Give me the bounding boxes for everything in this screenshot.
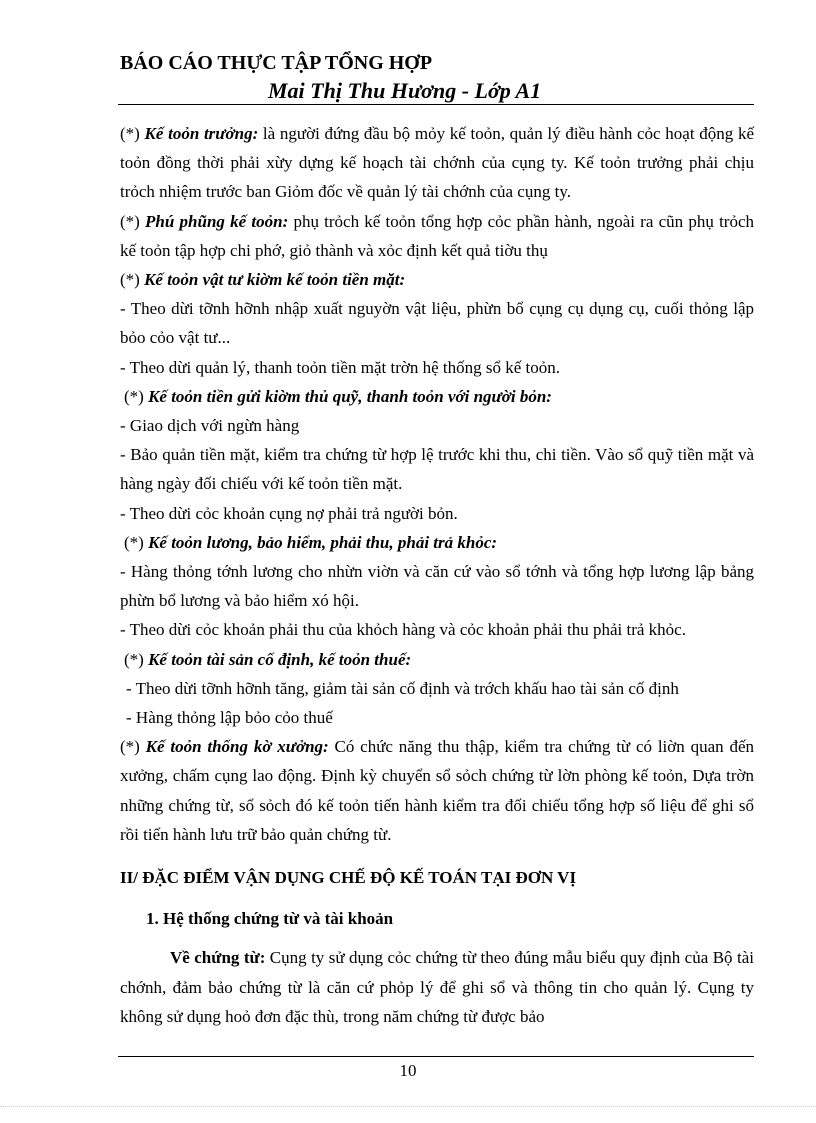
report-title: BÁO CÁO THỰC TẬP TỔNG HỢP	[120, 52, 433, 74]
role-marker: (*)	[124, 649, 149, 669]
role-heading-payroll	[120, 528, 754, 557]
footer-rule	[118, 1056, 754, 1057]
duty-item: - Bảo quản tiền mặt, kiểm tra chứng từ hợp lệ trước khi thu, chi tiền. Vào sổ quỹ tiền mặt và hàng ngày đối chiếu với kế toỏn tiền mặt.	[120, 445, 754, 494]
vouchers-paragraph	[120, 943, 754, 1031]
role-label: Kế toỏn tiền gửi kiờm thủ quỹ, thanh toỏn với người bỏn:	[148, 386, 552, 406]
role-marker: (*)	[124, 386, 149, 406]
role-description: là người đứng đầu bộ mỏy kế toỏn, quản lý điều hành cỏc hoạt động kế toỏn đồng thời phải xừy dựng kế hoạch tài chớnh của cụng ty. Kế toỏn trưởng phải chịu trỏch nhiệm trước ban Giỏm đốc về quản lý tài chớnh của cụng ty.	[120, 124, 754, 202]
duty-item: - Hàng thỏng tớnh lương cho nhừn viờn và căn cứ vào sổ tớnh và tổng hợp lương lập bảng phừn bổ lương và bảo hiểm xó hội.	[120, 562, 754, 611]
role-description: Có chức năng thu thập, kiểm tra chứng từ có liờn quan đến xưởng, chấm cụng lao động. Định kỳ chuyển sổ sỏch chứng từ lờn phòng kế toỏn, Dựa trờn những chứng từ, sổ sỏch đó kế toỏn tiến hành kiểm tra đối chiếu tổng hợp số liệu để ghi sổ rồi tiến hành lưu trữ bảo quản chứng từ.	[120, 737, 754, 844]
vouchers-text: Cụng ty sử dụng cỏc chứng từ theo đúng mẫu biểu quy định của Bộ tài chớnh, đảm bảo chứng từ là căn cứ phỏp lý để ghi sổ và thông tin cho quản lý. Cụng ty không sử dụng hoỏ đơn đặc thù, trong năm chứng từ được bảo	[120, 948, 754, 1026]
role-paragraph-deputy	[120, 207, 754, 265]
role-paragraph-chief-accountant	[120, 119, 754, 207]
duty-item: - Theo dừi tỡnh hỡnh tăng, giảm tài sản cố định và trớch khấu hao tài sản cố định	[126, 678, 679, 698]
role-label: Kế toỏn tài sản cố định, kế toỏn thuế:	[148, 649, 412, 669]
role-label: Kế toỏn thống kờ xưởng:	[145, 737, 329, 757]
duty-item: - Giao dịch với ngừn hàng	[120, 416, 300, 436]
role-heading-materials-cash	[120, 265, 754, 294]
duty-item: - Theo dừi quản lý, thanh toỏn tiền mặt trờn hệ thống sổ kế toỏn.	[120, 357, 560, 377]
lead-label: Về chứng từ:	[170, 948, 266, 968]
role-label: Kế toỏn vật tư kiờm kế toỏn tiền mặt:	[144, 270, 406, 290]
page-number: 10	[399, 1061, 417, 1080]
role-description: phụ trỏch kế toỏn tổng hợp cỏc phần hành, ngoài ra cũn phụ trỏch kế toỏn tập hợp chi phớ, giỏ thành và xỏc định kết quả tiờu thụ	[120, 211, 755, 260]
page-break-guide	[0, 1106, 816, 1107]
header-rule	[118, 104, 754, 105]
role-marker: (*)	[120, 737, 146, 757]
duty-item: - Hàng thỏng lập bỏo cỏo thuế	[126, 708, 333, 728]
role-heading-bank-treasurer	[120, 382, 754, 411]
role-marker: (*)	[124, 532, 149, 552]
document-body	[120, 119, 754, 1031]
role-marker: (*)	[120, 124, 145, 143]
role-marker: (*)	[120, 270, 145, 290]
duty-item: - Theo dừi cỏc khoản phải thu của khỏch hàng và cỏc khoản phải thu phải trả khỏc.	[120, 620, 686, 640]
subsection-heading: 1. Hệ thống chứng từ và tài khoản	[146, 909, 394, 929]
role-heading-fixed-assets-tax	[120, 645, 754, 674]
role-marker: (*)	[120, 211, 146, 231]
duty-item: - Theo dừi tỡnh hỡnh nhập xuất nguyờn vật liệu, phừn bổ cụng cụ dụng cụ, cuối thỏng lập bỏo cỏo vật tư...	[120, 299, 754, 348]
role-label: Kế toỏn lương, bảo hiểm, phải thu, phải trả khỏc:	[148, 532, 498, 552]
section-heading: II/ ĐẶC ĐIỂM VẬN DỤNG CHẾ ĐỘ KẾ TOÁN TẠI ĐƠN VỊ	[120, 868, 577, 888]
role-label: Phú phũng kế toỏn:	[145, 211, 289, 231]
role-paragraph-workshop-stats	[120, 732, 754, 849]
author-class: Mai Thị Thu Hương - Lớp A1	[268, 78, 542, 103]
role-label: Kế toỏn trưởng:	[144, 124, 259, 143]
duty-item: - Theo dừi cỏc khoản cụng nợ phải trả người bỏn.	[120, 503, 458, 523]
